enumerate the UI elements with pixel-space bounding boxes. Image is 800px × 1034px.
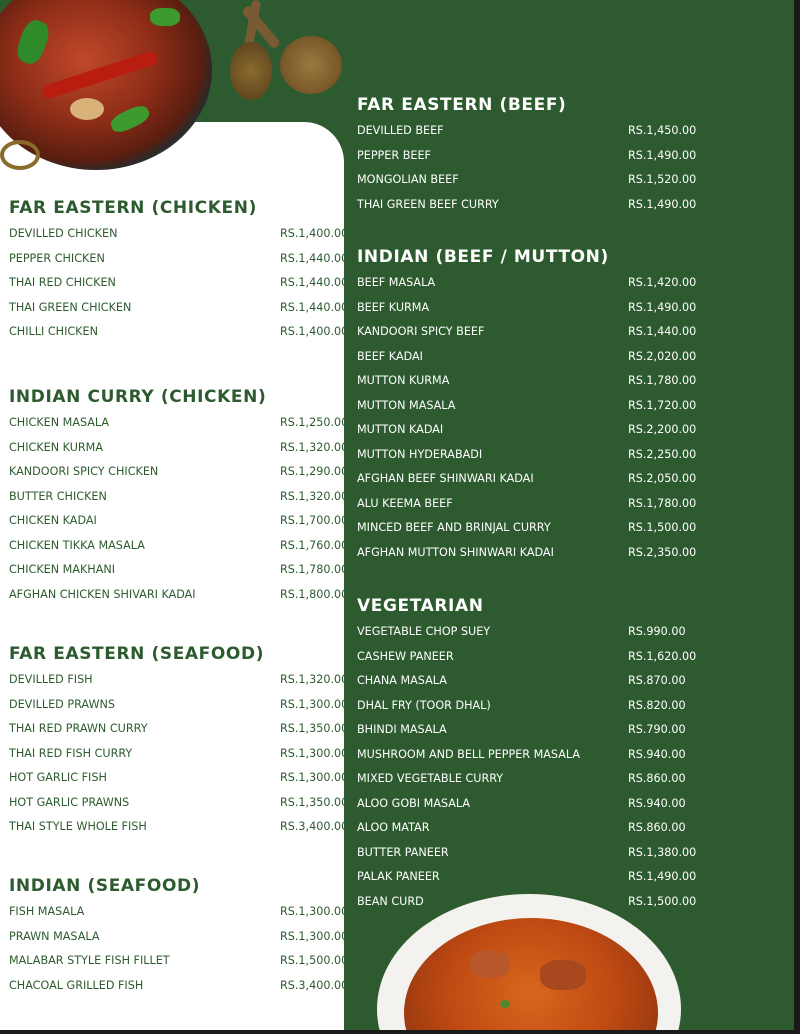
item-price: RS.1,300.00 — [280, 697, 349, 711]
item-price: RS.1,290.00 — [280, 465, 349, 478]
spice-spoon-image — [280, 36, 342, 94]
menu-item — [357, 168, 697, 193]
item-price: RS.2,250.00 — [628, 447, 697, 461]
pan-handle — [0, 140, 40, 170]
item-price: RS.1,490.00 — [628, 197, 697, 211]
item-name: ALU KEEMA BEEF — [357, 496, 453, 510]
meat-chunk — [540, 960, 586, 990]
menu-item — [357, 865, 697, 890]
green-pepper-piece — [150, 8, 180, 26]
menu-item — [357, 271, 697, 296]
item-price: RS.2,050.00 — [628, 472, 697, 485]
menu-item — [357, 718, 687, 743]
menu-item — [9, 534, 349, 559]
menu-item — [9, 509, 349, 534]
item-price: RS.860.00 — [628, 821, 686, 834]
menu-item — [9, 247, 349, 272]
menu-item — [357, 541, 697, 566]
onion-piece — [70, 98, 104, 120]
menu-item — [357, 369, 697, 394]
item-price: RS.1,250.00 — [280, 416, 349, 429]
item-price: RS.1,320.00 — [280, 440, 349, 454]
item-name: THAI GREEN CHICKEN — [9, 300, 132, 314]
menu-section-indian-seafood — [9, 874, 349, 998]
section-title: FAR EASTERN (BEEF) — [357, 95, 567, 115]
item-price: RS.1,780.00 — [280, 563, 349, 576]
menu-section-far-eastern-chicken — [9, 196, 349, 345]
menu-item — [357, 193, 697, 218]
menu-item — [9, 485, 349, 510]
item-name: BEEF MASALA — [357, 276, 436, 289]
menu-item — [357, 890, 697, 915]
menu-item — [9, 949, 349, 974]
item-price: RS.1,350.00 — [280, 795, 349, 809]
menu-item — [9, 320, 349, 345]
item-name: PALAK PANEER — [357, 870, 440, 883]
menu-item — [357, 394, 697, 419]
item-name: MIXED VEGETABLE CURRY — [357, 772, 504, 785]
menu-item — [9, 693, 349, 718]
item-price: RS.1,800.00 — [280, 587, 349, 601]
menu-item — [357, 767, 687, 792]
menu-item-list — [9, 411, 349, 607]
menu-item — [9, 411, 349, 436]
menu-section-indian-beef-mutton — [357, 245, 697, 565]
item-price: RS.2,350.00 — [628, 545, 697, 559]
item-name: HOT GARLIC FISH — [9, 771, 107, 784]
item-name: PRAWN MASALA — [9, 929, 100, 943]
menu-item-list — [9, 900, 349, 998]
item-name: THAI STYLE WHOLE FISH — [9, 820, 147, 833]
item-price: RS.1,490.00 — [628, 300, 697, 314]
item-price: RS.1,320.00 — [280, 489, 349, 503]
item-name: ALOO MATAR — [357, 821, 430, 834]
menu-section-indian-curry-chicken — [9, 385, 349, 607]
menu-section-far-eastern-seafood — [9, 642, 349, 840]
menu-item — [9, 717, 349, 742]
menu-item — [357, 669, 687, 694]
item-name: DEVILLED BEEF — [357, 124, 444, 137]
item-name: DEVILLED PRAWNS — [9, 697, 115, 711]
item-name: KANDOORI SPICY CHICKEN — [9, 465, 159, 478]
meat-chunk — [470, 950, 510, 978]
item-name: PEPPER BEEF — [357, 148, 431, 162]
menu-item-list — [9, 668, 349, 840]
bottom-border — [0, 1030, 800, 1034]
item-name: PEPPER CHICKEN — [9, 251, 105, 265]
menu-item — [9, 296, 349, 321]
item-name: THAI RED CHICKEN — [9, 276, 116, 289]
menu-item — [357, 345, 697, 370]
item-price: RS.1,500.00 — [628, 894, 697, 908]
menu-item — [9, 460, 349, 485]
menu-item-list — [357, 271, 697, 565]
menu-item — [357, 443, 697, 468]
menu-item — [357, 816, 687, 841]
item-name: BHINDI MASALA — [357, 723, 447, 736]
item-name: HOT GARLIC PRAWNS — [9, 795, 130, 809]
item-price: RS.1,780.00 — [628, 496, 697, 510]
item-price: RS.1,490.00 — [628, 148, 697, 162]
item-name: MINCED BEEF AND BRINJAL CURRY — [357, 521, 551, 534]
item-price: RS.790.00 — [628, 723, 686, 736]
menu-item — [9, 222, 349, 247]
item-price: RS.1,490.00 — [628, 870, 697, 883]
item-name: CHICKEN MASALA — [9, 416, 110, 429]
menu-item — [357, 492, 697, 517]
item-name: CHANA MASALA — [357, 674, 447, 687]
menu-item — [357, 467, 697, 492]
menu-item — [357, 792, 687, 817]
item-price: RS.1,380.00 — [628, 845, 697, 859]
menu-item — [9, 742, 349, 767]
item-price: RS.1,520.00 — [628, 173, 697, 186]
item-name: BUTTER PANEER — [357, 845, 449, 859]
item-name: MUTTON MASALA — [357, 398, 456, 412]
menu-item — [357, 645, 697, 670]
item-price: RS.940.00 — [628, 796, 686, 810]
right-border — [794, 0, 800, 1034]
item-price: RS.1,440.00 — [628, 325, 697, 338]
item-price: RS.1,400.00 — [280, 325, 349, 338]
menu-item — [9, 791, 349, 816]
item-price: RS.860.00 — [628, 772, 686, 785]
menu-item — [357, 694, 687, 719]
menu-item-list — [9, 222, 349, 345]
menu-item — [9, 974, 349, 999]
item-price: RS.1,400.00 — [280, 227, 349, 240]
item-name: CHICKEN TIKKA MASALA — [9, 538, 145, 552]
menu-item — [9, 558, 349, 583]
herb-garnish — [500, 1000, 510, 1008]
menu-item — [9, 925, 349, 950]
item-price: RS.1,420.00 — [628, 276, 697, 289]
item-price: RS.2,020.00 — [628, 349, 697, 363]
item-name: MALABAR STYLE FISH FILLET — [9, 954, 170, 967]
item-price: RS.1,300.00 — [280, 746, 349, 760]
menu-item — [357, 620, 687, 645]
menu-item — [9, 668, 349, 693]
menu-item-list — [357, 620, 697, 914]
item-price: RS.820.00 — [628, 698, 686, 712]
item-price: RS.3,400.00 — [280, 820, 349, 833]
item-price: RS.1,780.00 — [628, 374, 697, 387]
section-title: INDIAN (BEEF / MUTTON) — [357, 247, 609, 267]
item-price: RS.1,440.00 — [280, 276, 349, 289]
item-price: RS.1,760.00 — [280, 538, 349, 552]
item-name: DHAL FRY (TOOR DHAL) — [357, 698, 491, 712]
item-price: RS.1,450.00 — [628, 124, 697, 137]
section-title: FAR EASTERN (CHICKEN) — [9, 198, 257, 218]
menu-item — [357, 841, 697, 866]
item-price: RS.1,500.00 — [280, 954, 349, 967]
item-price: RS.2,200.00 — [628, 423, 697, 436]
menu-item — [9, 271, 349, 296]
item-price: RS.1,620.00 — [628, 649, 697, 663]
item-name: CHICKEN KADAI — [9, 514, 97, 527]
section-title: VEGETARIAN — [357, 596, 484, 616]
item-name: BUTTER CHICKEN — [9, 489, 107, 503]
item-name: THAI RED PRAWN CURRY — [9, 722, 148, 735]
menu-item — [357, 320, 697, 345]
item-price: RS.1,300.00 — [280, 771, 349, 784]
menu-item — [357, 119, 697, 144]
item-name: VEGETABLE CHOP SUEY — [357, 625, 491, 638]
menu-item — [9, 900, 349, 925]
item-name: MUSHROOM AND BELL PEPPER MASALA — [357, 747, 581, 761]
item-price: RS.1,700.00 — [280, 514, 349, 527]
item-price: RS.1,320.00 — [280, 673, 349, 686]
menu-section-vegetarian — [357, 594, 697, 914]
item-price: RS.1,500.00 — [628, 521, 697, 534]
menu-item — [357, 296, 697, 321]
item-name: AFGHAN MUTTON SHINWARI KADAI — [357, 545, 554, 559]
item-price: RS.940.00 — [628, 747, 686, 761]
item-name: DEVILLED CHICKEN — [9, 227, 118, 240]
item-name: BEEF KURMA — [357, 300, 430, 314]
item-price: RS.3,400.00 — [280, 978, 349, 992]
section-title: INDIAN CURRY (CHICKEN) — [9, 387, 267, 407]
item-price: RS.1,440.00 — [280, 251, 349, 265]
menu-item — [357, 743, 687, 768]
item-name: FISH MASALA — [9, 905, 85, 918]
item-price: RS.990.00 — [628, 625, 686, 638]
item-name: CHICKEN MAKHANI — [9, 563, 116, 576]
menu-item — [9, 815, 349, 840]
item-name: KANDOORI SPICY BEEF — [357, 325, 485, 338]
item-name: MUTTON KADAI — [357, 423, 444, 436]
item-name: MONGOLIAN BEEF — [357, 173, 459, 186]
item-name: AFGHAN BEEF SHINWARI KADAI — [357, 472, 534, 485]
item-price: RS.1,440.00 — [280, 300, 349, 314]
menu-item — [357, 418, 697, 443]
menu-item-list — [357, 119, 697, 217]
item-name: CHILLI CHICKEN — [9, 325, 98, 338]
section-title: FAR EASTERN (SEAFOOD) — [9, 644, 265, 664]
item-name: MUTTON HYDERABADI — [357, 447, 483, 461]
menu-section-far-eastern-beef — [357, 93, 697, 217]
menu-item — [9, 583, 349, 608]
item-price: RS.1,720.00 — [628, 398, 697, 412]
item-name: MUTTON KURMA — [357, 374, 450, 387]
section-title: INDIAN (SEAFOOD) — [9, 876, 201, 896]
item-name: CHACOAL GRILLED FISH — [9, 978, 144, 992]
menu-item — [357, 144, 697, 169]
item-price: RS.870.00 — [628, 674, 686, 687]
menu-item — [357, 516, 697, 541]
item-name: DEVILLED FISH — [9, 673, 93, 686]
item-name: BEAN CURD — [357, 894, 424, 908]
item-name: BEEF KADAI — [357, 349, 423, 363]
item-name: THAI RED FISH CURRY — [9, 746, 133, 760]
item-name: ALOO GOBI MASALA — [357, 796, 471, 810]
item-name: CASHEW PANEER — [357, 649, 454, 663]
item-name: THAI GREEN BEEF CURRY — [357, 197, 499, 211]
item-name: CHICKEN KURMA — [9, 440, 103, 454]
item-price: RS.1,350.00 — [280, 722, 349, 735]
menu-item — [9, 766, 349, 791]
spice-spoon-image — [230, 42, 272, 100]
item-price: RS.1,300.00 — [280, 929, 349, 943]
item-name: AFGHAN CHICKEN SHIVARI KADAI — [9, 587, 196, 601]
item-price: RS.1,300.00 — [280, 905, 349, 918]
menu-item — [9, 436, 349, 461]
